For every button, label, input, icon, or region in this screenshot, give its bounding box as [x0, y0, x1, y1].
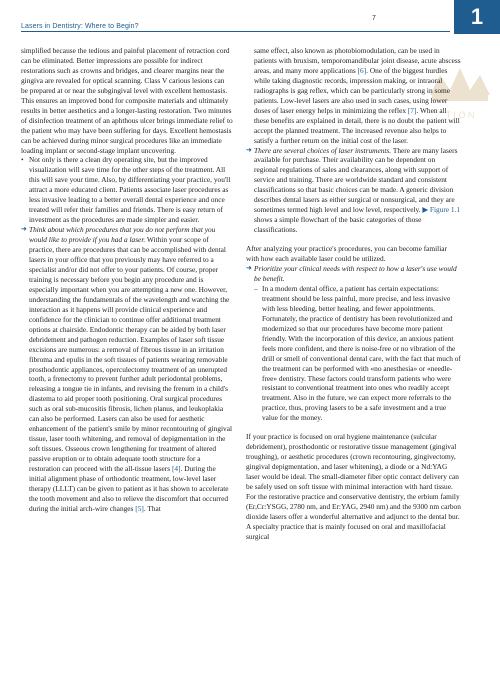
running-head: Lasers in Dentistry: Where to Begin? — [21, 23, 139, 30]
page-number: 7 — [372, 15, 376, 22]
paragraph: If your practice is focused on oral hygiene maintenance (sulcular debridement), prosthodontic or restorative tissue management (gingival troughing), or aesthetic procedures (crown recontouring, gingivectomy, gingival depigmentation, and laser whitening), a diode or a Nd:YAG laser would be ideal. The small-diameter fiber optic contact delivery can be safely used on soft tissue with minimal interaction with hard tissue. For the restorative practice and conservative dentistry, the erbium family (Er,Cr:YSGG, 2780 nm, and Er:YAG, 2940 nm) and the 9300 nm carbon dioxide lasers offer a wonderful alternative and adjunct to the dental bur. A specialty practice that is mainly focused on oral and maxillofacial surgical — [246, 432, 461, 541]
arrow-heading: There are several choices of laser instruments. — [254, 145, 392, 155]
paragraph: simplified because the tedious and painful placement of retraction cord can be eliminated. Better impressions are possible for indirect restorations such as crowns and bridges, and clearer margins near the gingiva are revealed for optical scanning. Class V carious lesions can be prepared at or near the subgingival level with excellent hemostasis. This ensures an improved bond for composite materials and ultimately results in better aesthetics and a longer-lasting restoration. Two minutes of disinfection treatment of an aphthous ulcer brings immediate relief to the patient who may have been suffering for days. Excellent hemostasis can be achieved during minor surgical procedures like an immediate loading implant or second-stage implant uncovering. — [21, 46, 233, 155]
arrow-item — [246, 146, 461, 236]
body-text: . When all these benefits are explained in detail, there is no doubt the patient will accept the planned treatment. The increased revenue also helps to satisfy a further return on the initial cost of the laser. — [254, 105, 460, 145]
arrow-body: Within your scope of practice, there are procedures that can be accomplished with dental lasers in your office that you previously may have referred to a specialist and/or did not offer to your patients. Of course, proper training is necessary before you begin any procedure and is especially important when you are attempting a new one. However, understanding the fundamentals of the wavelength and watching the interaction as it happens will provide clinical experience and confidence for the clinician to continue offer additional treatment options at chairside. Endodontic therapy can be aided by both laser debridement and pathogen reduction. Examples of laser soft tissue excisions are numerous: a removal of fibrous tissue in an irritation fibroma and epulis in the soft tissues of patients wearing removable prosthodontic appliances, operculectomy treatment of an unerupted tooth, a frenectomy to prevent further adult periodontal problems, releasing a tongue tie in infants, and revising the frenum in a child's diastema to aid proper tooth positioning. Oral surgical procedures such as oral sub-mucositis fibrosis, lichen planus, and leukoplakia can also be performed. Lasers can also be used for aesthetic enhancement of the patient's smile by minor recontouring of gingival tissue, laser tooth whitening, and removal of depigmentation in the soft tissues. Osseous crown lengthening for treatment of altered passive eruption or to obtain adequate tooth structure for a restoration can proceed with the all-tissue lasers — [29, 235, 233, 474]
citation-link[interactable]: [6] — [357, 65, 367, 75]
page-header — [0, 0, 500, 34]
chapter-tab — [454, 0, 500, 34]
left-column — [21, 46, 233, 514]
arrow-body: . During the initial alignment phase of orthodontic treatment, low-level laser therapy (LLLT) can be given to patient as it has shown to accelerate the tooth movement and also to relieve the discomfort that occurred during the initial arch-wire changes — [29, 464, 229, 513]
chapter-number: 1 — [470, 4, 484, 29]
arrow-body: . That — [143, 503, 161, 513]
paragraph: After analyzing your practice's procedures, you can become familiar with how each available laser could be utilized. — [246, 244, 447, 264]
right-column — [246, 46, 461, 542]
arrow-item — [21, 225, 233, 514]
bullet-item: • Not only is there a clean dry operating site, but the improved visualization will save time for the other steps of the treatment. All this will save your time. Also, by differentiating your practice, you'll attract a more educated client. Patients associate laser procedures as less invasive leading to a better overall dental experience and once treated will refer their families and friends. There is easy return of investment as the procedures are made simpler and easier. — [21, 155, 233, 225]
spacer — [246, 423, 461, 432]
spacer — [246, 235, 461, 244]
citation-link[interactable]: [5] — [135, 503, 144, 513]
arrow-heading: Prioritize your clinical needs with respect to how a laser's use would be benefit. — [254, 264, 457, 283]
figure-link[interactable]: ▶ Figure 1.1 — [422, 205, 461, 215]
dash-item: – In a modern dental office, a patient has certain expectations: treatment should be less painful, more precise, and less invasive with less bleeding, better healing, and fewer appointments. Fortunately, the practice of dentistry has been revolutionized and modernized so that our procedures have become more patient friendly. With the incorporation of this device, an anxious patient feels more confident, and there is noise-free or no vibration of the drill or smell of conventional dental care, with the fact that much of the treatment can be performed with «no anesthesia» or «needle-free» dentistry. These factors could transform patients who were resistant to conventional treatment into ones who readily accept treatment. Also in the future, we can expect more referrals to the practice, thus, proving lasers to be a safe investment and a true value for the money. — [246, 284, 461, 423]
continued-paragraph — [246, 46, 461, 146]
arrow-icon: ➜ — [246, 145, 252, 154]
svg-text:T I O N: T I O N — [445, 110, 475, 120]
arrow-body: There are many lasers available for purchase. Their availability can be dependent on regional regulations of sales and clearances, along with support of service and training. There are worldwide standard and consistent classifications so that basic choices can be made. A generic division describes dental lasers as either surgical or nonsurgical, and they are sometimes termed high level and low level, respectively. — [254, 145, 458, 215]
citation-link[interactable]: [7] — [407, 105, 417, 115]
arrow-heading: Think about which procedures that you do not perform that you would like to provide if you had a laser. — [29, 225, 216, 245]
figure-link-label: Figure 1.1 — [429, 205, 461, 215]
header-rule — [21, 31, 450, 32]
arrow-icon: ➜ — [246, 264, 252, 273]
citation-link[interactable]: [4] — [171, 464, 181, 474]
body-text: same effect, also known as photobiomodulation, can be used in patients with bruxism, temporomandibular joint disease, acute abscess areas, and many more applications — [254, 46, 461, 75]
arrow-item — [246, 264, 461, 284]
arrow-icon: ➜ — [21, 225, 27, 234]
arrow-body: shows a simple flowchart of the basic categories of those classifications. — [254, 215, 422, 235]
body-text: . One of the biggest hurdles while taking diagnostic records, impression making, or intraoral radiographs is gag reflex, which can be particularly strong in some patients. Low-level lasers are also used in such cases, using lower doses of laser energy helps in minimizing the reflex — [254, 65, 450, 115]
